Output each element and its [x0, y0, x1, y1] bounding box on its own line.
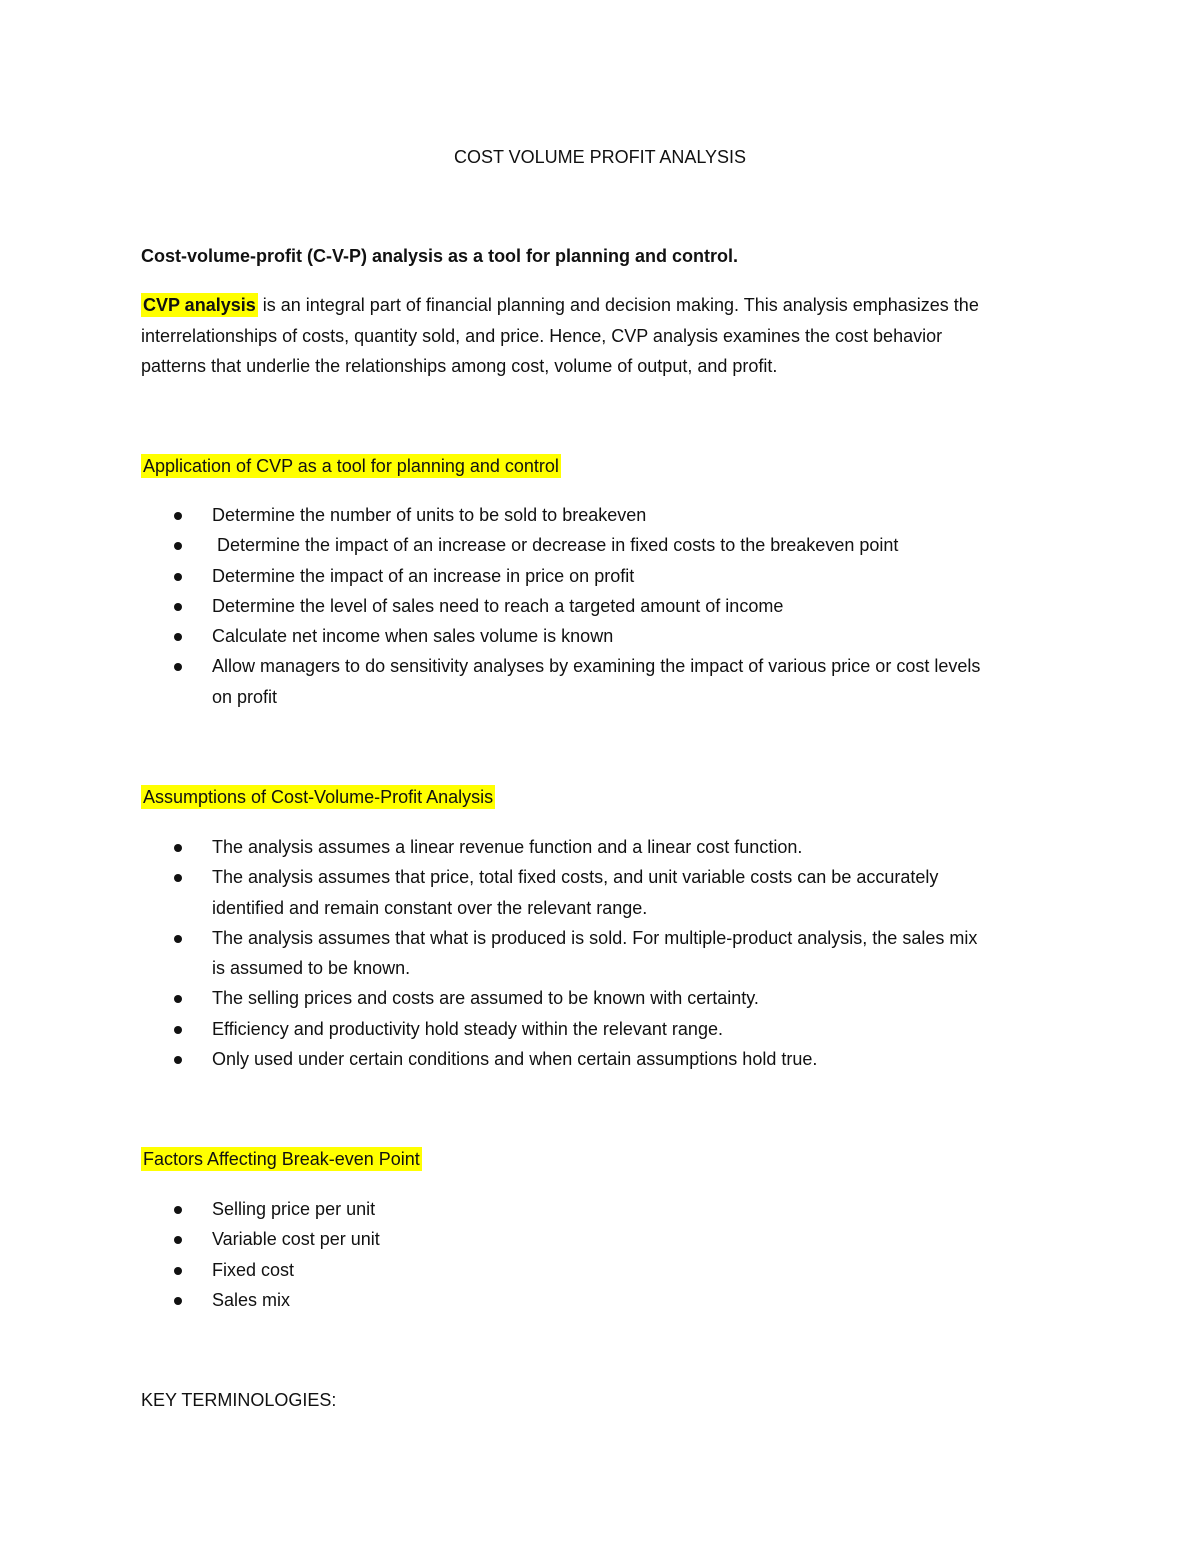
assumptions-list [0, 832, 1200, 1074]
application-heading-text: Application of CVP as a tool for planning and control [143, 456, 559, 476]
intro-line-1-text: is an integral part of financial planning and decision making. This analysis emphasizes the [257, 295, 979, 315]
list-item: Sales mix [0, 1285, 1200, 1315]
intro-paragraph [141, 290, 1061, 382]
bullet-icon [174, 844, 182, 852]
bullet-icon [174, 1056, 182, 1064]
list-item: Determine the number of units to be sold to breakeven [0, 500, 1200, 530]
list-item: Variable cost per unit [0, 1224, 1200, 1254]
bullet-icon [174, 874, 182, 882]
assumptions-heading [141, 782, 495, 813]
bullet-icon [174, 1297, 182, 1305]
intro-line-2: interrelationships of costs, quantity sold, and price. Hence, CVP analysis examines the cost behavior [141, 325, 943, 346]
list-item: The analysis assumes that what is produced is sold. For multiple-product analysis, the sales mix is assumed to be known. [0, 923, 1200, 984]
factors-heading-text: Factors Affecting Break-even Point [143, 1149, 420, 1169]
intro-line-3: patterns that underlie the relationships among cost, volume of output, and profit. [141, 356, 778, 376]
list-item: Selling price per unit [0, 1194, 1200, 1224]
bullet-icon [174, 633, 182, 641]
bullet-icon [174, 603, 182, 611]
bullet-icon [174, 1236, 182, 1244]
list-item: Calculate net income when sales volume is known [0, 621, 1200, 651]
bullet-icon [174, 995, 182, 1003]
assumptions-heading-text: Assumptions of Cost-Volume-Profit Analysis [143, 787, 494, 807]
intro-line-1 [141, 290, 1061, 321]
bullet-icon [174, 1026, 182, 1034]
bullet-icon [174, 663, 182, 671]
cvp-analysis-highlight: CVP analysis [143, 295, 256, 315]
factors-list [0, 1194, 1200, 1315]
list-item: Determine the impact of an increase or decrease in fixed costs to the breakeven point [0, 530, 1200, 560]
list-item: Fixed cost [0, 1255, 1200, 1285]
list-item: Allow managers to do sensitivity analyses by examining the impact of various price or cost levels on profit [0, 651, 1200, 712]
list-item: The selling prices and costs are assumed to be known with certainty. [0, 983, 1200, 1013]
list-item: Determine the level of sales need to reach a targeted amount of income [0, 591, 1200, 621]
bullet-icon [174, 935, 182, 943]
bullet-icon [174, 573, 182, 581]
bullet-icon [174, 1206, 182, 1214]
list-item: The analysis assumes that price, total fixed costs, and unit variable costs can be accurately identified and remain constant over the relevant range. [0, 862, 1200, 923]
bullet-icon [174, 512, 182, 520]
application-list [0, 500, 1200, 712]
section-subtitle: Cost-volume-profit (C-V-P) analysis as a tool for planning and control. [141, 246, 739, 266]
bullet-icon [174, 1267, 182, 1275]
factors-heading [141, 1144, 422, 1175]
page-title: COST VOLUME PROFIT ANALYSIS [453, 147, 747, 167]
application-heading [141, 451, 561, 482]
key-terminologies-heading: KEY TERMINOLOGIES: [141, 1390, 337, 1410]
list-item: Efficiency and productivity hold steady within the relevant range. [0, 1014, 1200, 1044]
list-item: Determine the impact of an increase in price on profit [0, 561, 1200, 591]
bullet-icon [174, 542, 182, 550]
list-item: Only used under certain conditions and when certain assumptions hold true. [0, 1044, 1200, 1074]
list-item: The analysis assumes a linear revenue function and a linear cost function. [0, 832, 1200, 862]
